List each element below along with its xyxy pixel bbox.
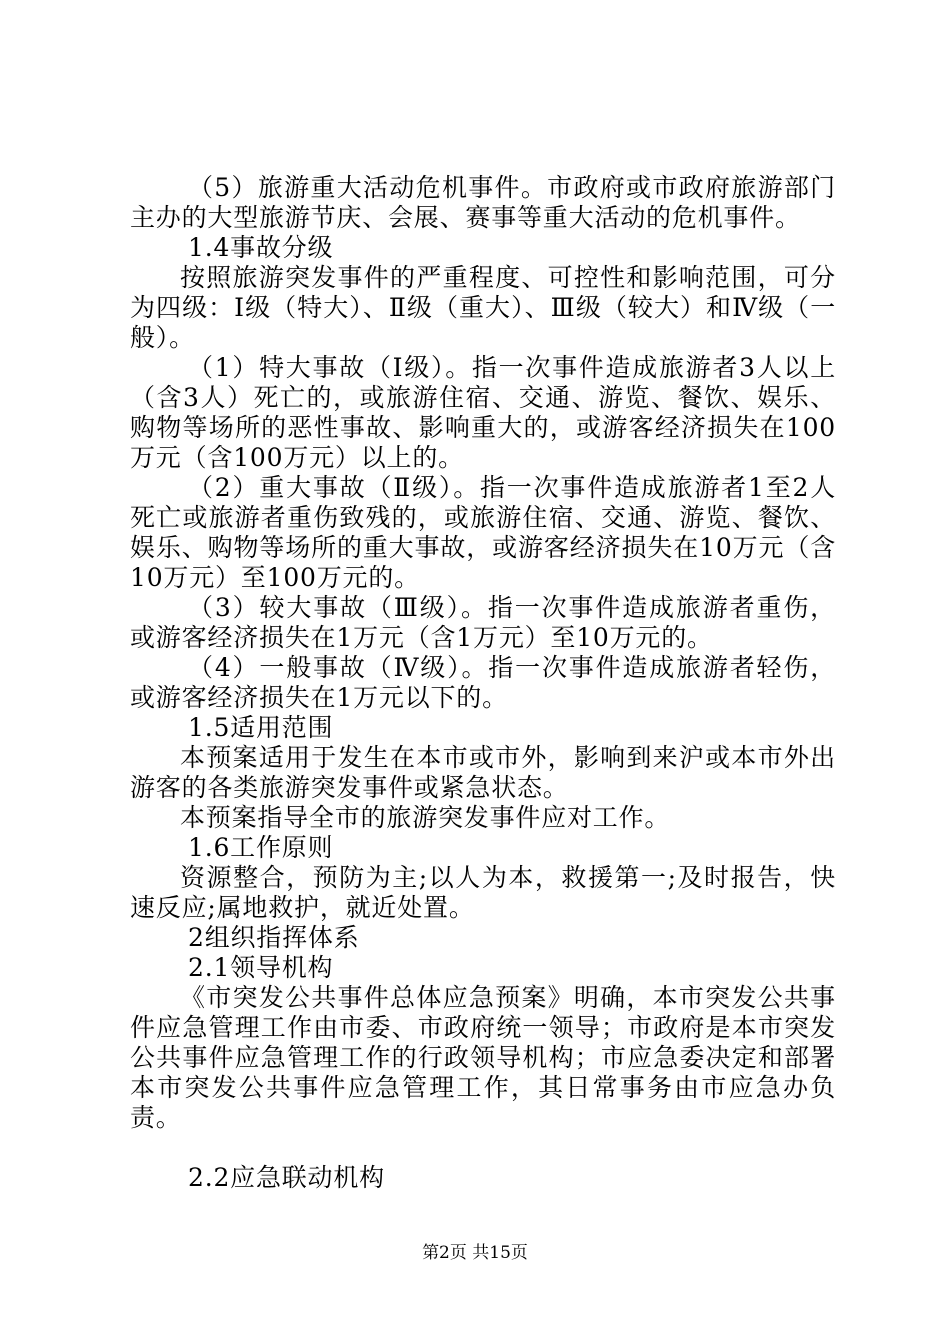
paragraph-gap <box>130 1133 836 1163</box>
paragraph-level-3: （3）较大事故（Ⅲ级）。指一次事件造成旅游者重伤，或游客经济损失在1万元（含1万元）至10万元的。 <box>130 593 836 652</box>
paragraph-scope-guidance: 本预案指导全市的旅游突发事件应对工作。 <box>180 803 671 832</box>
paragraph-principles: 资源整合，预防为主;以人为本，救援第一;及时报告，快速反应;属地救护，就近处置。 <box>130 863 836 922</box>
paragraph-level-1: （1）特大事故（Ⅰ级）。指一次事件造成旅游者3人以上（含3人）死亡的，或旅游住宿、交通、游览、餐饮、娱乐、购物等场所的恶性事故、影响重大的，或游客经济损失在100万元（含100万元）以上的。 <box>130 353 836 472</box>
paragraph-level-2: （2）重大事故（Ⅱ级）。指一次事件造成旅游者1至2人死亡或旅游者重伤致残的，或旅游住宿、交通、游览、餐饮、娱乐、购物等场所的重大事故，或游客经济损失在10万元（含10万元）至100万元的。 <box>130 473 836 592</box>
paragraph-classification: 按照旅游突发事件的严重程度、可控性和影响范围，可分为四级：Ⅰ级（特大）、Ⅱ级（重大）、Ⅲ级（较大）和Ⅳ级（一般）。 <box>130 263 836 352</box>
document-body <box>130 173 836 1193</box>
paragraph-level-4: （4）一般事故（Ⅳ级）。指一次事件造成旅游者轻伤，或游客经济损失在1万元以下的。 <box>130 653 836 712</box>
heading-2: 2组织指挥体系 <box>188 923 360 952</box>
page-footer: 第2页 共15页 <box>422 1243 528 1263</box>
paragraph-major-event-crisis: （5）旅游重大活动危机事件。市政府或市政府旅游部门主办的大型旅游节庆、会展、赛事等重大活动的危机事件。 <box>130 173 836 232</box>
paragraph-scope: 本预案适用于发生在本市或市外，影响到来沪或本市外出游客的各类旅游突发事件或紧急状态。 <box>130 743 836 802</box>
heading-1-4: 1.4事故分级 <box>188 233 334 262</box>
heading-1-5: 1.5适用范围 <box>188 713 334 742</box>
heading-2-2: 2.2应急联动机构 <box>188 1163 385 1192</box>
heading-2-1: 2.1领导机构 <box>188 953 334 982</box>
paragraph-leadership: 《市突发公共事件总体应急预案》明确，本市突发公共事件应急管理工作由市委、市政府统一领导；市政府是本市突发公共事件应急管理工作的行政领导机构；市应急委决定和部署本市突发公共事件应急管理工作，其日常事务由市应急办负责。 <box>130 983 836 1132</box>
heading-1-6: 1.6工作原则 <box>188 833 334 862</box>
